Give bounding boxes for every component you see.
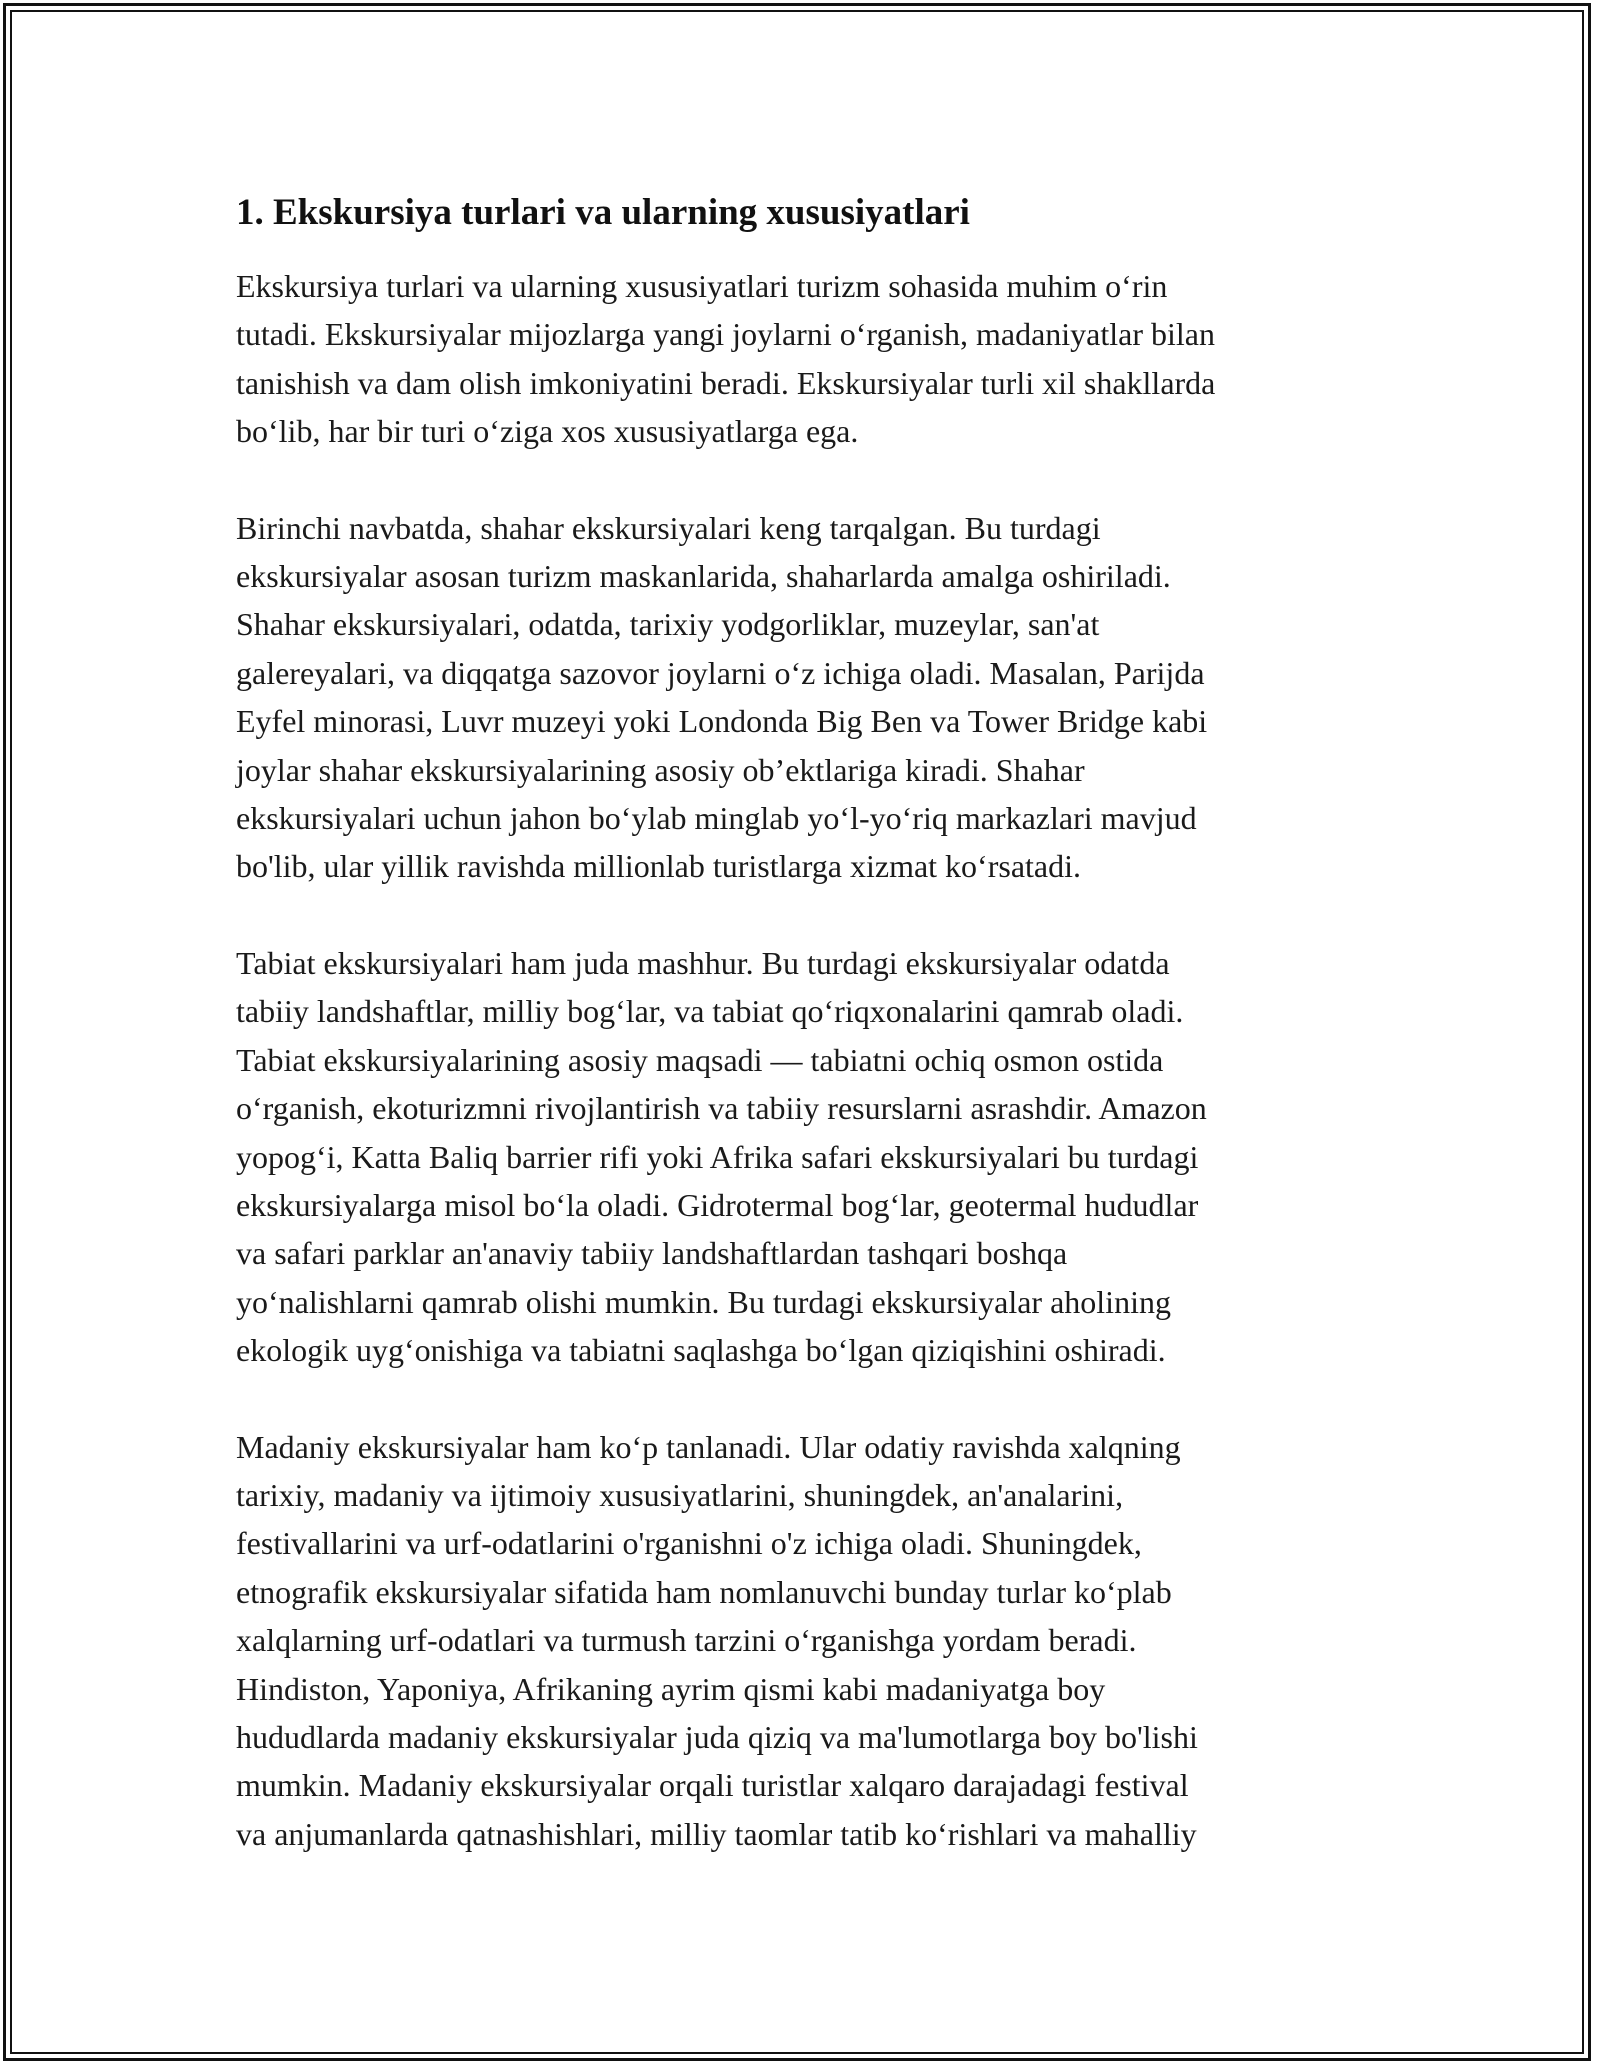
text-line: Ekskursiya turlari va ularning xususiyatlari turizm sohasida muhim o‘rin	[236, 268, 1168, 304]
text-line: mumkin. Madaniy ekskursiyalar orqali turistlar xalqaro darajadagi festival	[236, 1767, 1189, 1804]
text-line: va safari parklar an'anaviy tabiiy landshaftlardan tashqari boshqa	[236, 1235, 1068, 1272]
text-line: ekskursiyalari uchun jahon bo‘ylab minglab yo‘l-yo‘riq markazlari mavjud	[236, 800, 1197, 837]
document-body	[236, 184, 1366, 1906]
paragraph-intro	[236, 262, 1366, 456]
text-line: tarixiy, madaniy va ijtimoiy xususiyatlarini, shuningdek, an'analarini,	[236, 1476, 1124, 1513]
text-line: Madaniy ekskursiyalar ham ko‘p tanlanadi. Ular odatiy ravishda xalqning	[236, 1428, 1181, 1465]
text-line: ekologik uyg‘onishiga va tabiatni saqlashga bo‘lgan qiziqishini oshiradi.	[236, 1332, 1166, 1369]
text-line: ekskursiyalarga misol bo‘la oladi. Gidrotermal bog‘lar, geotermal hududlar	[236, 1186, 1199, 1223]
text-line: Hindiston, Yaponiya, Afrikaning ayrim qismi kabi madaniyatga boy	[236, 1670, 1106, 1707]
text-line: yo‘nalishlarni qamrab olishi mumkin. Bu turdagi ekskursiyalar aholining	[236, 1283, 1171, 1320]
text-line: tabiiy landshaftlar, milliy bog‘lar, va tabiat qo‘riqxonalarini qamrab oladi.	[236, 993, 1184, 1030]
text-line: tanishish va dam olish imkoniyatini beradi. Ekskursiyalar turli xil shakllarda	[236, 364, 1216, 401]
text-line: ekskursiyalar asosan turizm maskanlarida, shaharlarda amalga oshiriladi.	[236, 558, 1171, 595]
text-line: hududlarda madaniy ekskursiyalar juda qiziq va ma'lumotlarga boy bo'lishi	[236, 1718, 1198, 1755]
paragraph-nature-excursions	[236, 939, 1366, 1375]
text-line: joylar shahar ekskursiyalarining asosiy ob’ektlariga kiradi. Shahar	[236, 751, 1085, 788]
text-line: Tabiat ekskursiyalari ham juda mashhur. Bu turdagi ekskursiyalar odatda	[236, 944, 1170, 981]
text-line: galereyalari, va diqqatga sazovor joylarni o‘z ichiga oladi. Masalan, Parijda	[236, 654, 1205, 691]
text-line: bo'lib, ular yillik ravishda millionlab turistlarga xizmat ko‘rsatadi.	[236, 848, 1081, 885]
text-line: o‘rganish, ekoturizmni rivojlantirish va tabiiy resurslarni asrashdir. Amazon	[236, 1090, 1207, 1127]
text-line: etnografik ekskursiyalar sifatida ham nomlanuvchi bunday turlar ko‘plab	[236, 1573, 1172, 1610]
text-line: yopog‘i, Katta Baliq barrier rifi yoki Afrika safari ekskursiyalari bu turdagi	[236, 1138, 1199, 1175]
section-heading: 1. Ekskursiya turlari va ularning xususiyatlari	[236, 192, 970, 233]
text-line: Eyfel minorasi, Luvr muzeyi yoki Londonda Big Ben va Tower Bridge kabi	[236, 703, 1208, 740]
text-line: bo‘lib, har bir turi o‘ziga xos xususiyatlarga ega.	[236, 413, 859, 450]
text-line: Birinchi navbatda, shahar ekskursiyalari keng tarqalgan. Bu turdagi	[236, 509, 1101, 546]
text-line: xalqlarning urf-odatlari va turmush tarzini o‘rganishga yordam beradi.	[236, 1622, 1137, 1659]
text-line: va anjumanlarda qatnashishlari, milliy taomlar tatib ko‘rishlari va mahalliy	[236, 1815, 1197, 1852]
text-line: Tabiat ekskursiyalarining asosiy maqsadi — tabiatni ochiq osmon ostida	[236, 1041, 1164, 1078]
paragraph-city-excursions	[236, 504, 1366, 891]
text-line: tutadi. Ekskursiyalar mijozlarga yangi joylarni o‘rganish, madaniyatlar bilan	[236, 316, 1215, 353]
paragraph-cultural-excursions	[236, 1423, 1366, 1859]
text-line: festivallarini va urf-odatlarini o'rganishni o'z ichiga oladi. Shuningdek,	[236, 1525, 1142, 1562]
text-line: Shahar ekskursiyalari, odatda, tarixiy yodgorliklar, muzeylar, san'at	[236, 606, 1100, 643]
